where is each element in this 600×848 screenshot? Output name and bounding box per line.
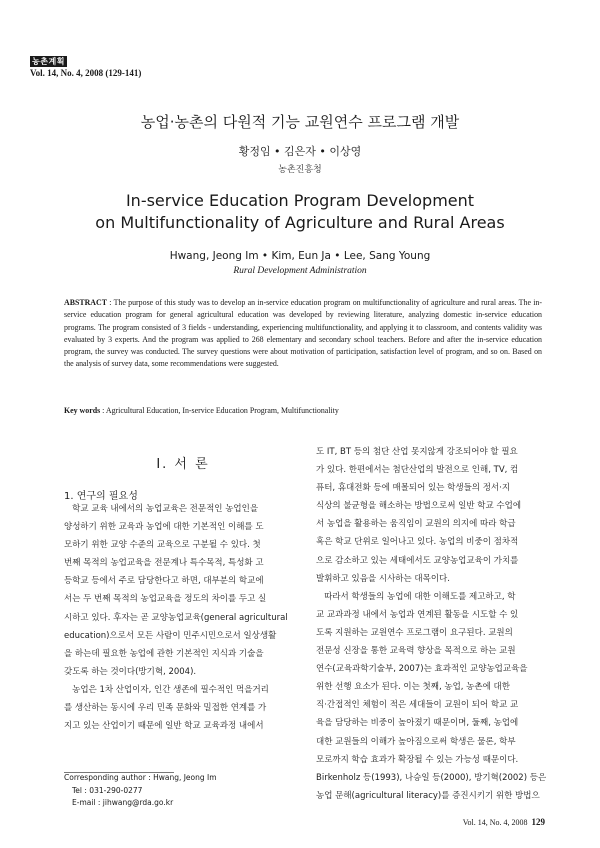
body-text-line: Birkenholz 등(1993), 나승일 등(2000), 방기혁(2002) 등은 <box>316 772 546 783</box>
body-text-line: 모하기 위한 교양 수준의 교육으로 구분될 수 있다. 첫 <box>64 540 261 551</box>
body-text-line: 전문성 신장을 통한 교육력 향상을 목적으로 하는 교원 <box>316 646 516 657</box>
section-heading: I. 서 론 <box>156 457 210 472</box>
body-text-line: 가 있다. 한편에서는 첨단산업의 발전으로 인해, TV, 컴 <box>316 465 519 476</box>
body-text-line: 를 생산하는 동시에 우리 민족 문화와 밀접한 연계를 가 <box>64 703 267 714</box>
keywords <box>64 406 542 415</box>
affiliation-english: Rural Development Administration <box>233 266 367 276</box>
volume-line: Vol. 14, No. 4, 2008 (129-141) <box>30 68 142 78</box>
body-text-line: 서는 두 번째 목적의 농업교육을 정도의 차이를 두고 실 <box>64 594 267 605</box>
body-text-line: 대한 교원들의 이해가 높아짐으로써 학생은 물론, 학부 <box>316 736 516 747</box>
body-text-line: 도록 지원하는 교원연수 프로그램이 요구된다. 교원의 <box>316 627 513 638</box>
title-english-line2: on Multifunctionality of Agriculture and Rural Areas <box>95 213 505 232</box>
body-text-line: 시하고 있다. 후자는 곧 교양농업교육(general agricultural <box>64 612 288 623</box>
footnote-email: E-mail : jihwang@rda.go.kr <box>72 798 174 807</box>
body-text-line: 직·간접적인 체험이 적은 세대들이 교원이 되어 학교 교 <box>316 700 519 711</box>
body-text-line: 농업은 1차 산업이자, 인간 생존에 필수적인 먹을거리 <box>64 684 269 695</box>
body-text-line: education)으로서 모든 사람이 민주시민으로서 일상생활 <box>64 630 277 641</box>
footer-journal: Vol. 14, No. 4, 2008 <box>462 818 528 827</box>
page-number: 129 <box>531 817 545 827</box>
page-footer <box>463 817 545 827</box>
footnote-tel: Tel : 031-290-0277 <box>72 785 143 795</box>
title-korean: 농업·농촌의 다원적 기능 교원연수 프로그램 개발 <box>140 113 460 131</box>
authors-english: Hwang, Jeong Im • Kim, Eun Ja • Lee, Sang Young <box>169 250 431 262</box>
left-column <box>64 500 302 735</box>
keywords-text: : Agricultural Education, In-service Education Program, Multifunctionality <box>100 406 339 415</box>
body-text-line: 양성하기 위한 교육과 농업에 대한 기본적인 이해를 도 <box>64 522 264 533</box>
body-text-line: 서 농업을 활용하는 움직임이 교원의 의지에 따라 학급 <box>316 519 516 530</box>
title-english <box>0 190 600 234</box>
title-english-line1: In-service Education Program Development <box>125 191 475 210</box>
body-text-line: 갖도록 하는 것이다(방기혁, 2004). <box>64 666 197 677</box>
right-column <box>316 443 546 805</box>
body-text-line: 도 IT, BT 등의 첨단 산업 못지않게 강조되어야 할 필요 <box>316 447 518 457</box>
footnote-author: Corresponding author : Hwang, Jeong Im <box>64 773 217 782</box>
abstract-label: ABSTRACT <box>64 298 107 307</box>
subsection-heading: 1. 연구의 필요성 <box>64 491 138 502</box>
body-text-line: 모로까지 학습 효과가 확장될 수 있는 가능성 때문이다. <box>316 754 519 765</box>
body-text-line: 을 하는데 필요한 농업에 관한 기본적인 지식과 기술을 <box>64 648 264 659</box>
body-text-line: 위한 선행 요소가 된다. 이는 첫째, 농업, 농촌에 대한 <box>316 682 510 693</box>
affiliation-korean: 농촌진흥청 <box>278 165 322 175</box>
body-text-line: 따라서 학생들의 농업에 대한 이해도를 제고하고, 학 <box>316 591 516 602</box>
body-text-line: 퓨터, 휴대전화 등에 매몰되어 있는 학생들의 정서·지 <box>316 483 511 494</box>
body-text-line: 육을 담당하는 비중이 높아졌기 때문이며, 둘째, 농업에 <box>316 718 519 729</box>
journal-badge: 농촌계획 <box>30 56 67 67</box>
body-text-line: 등학교 등에서 주로 담당한다고 하면, 대부분의 학교에 <box>64 576 264 587</box>
keywords-label: Key words <box>64 406 101 415</box>
abstract <box>64 297 542 371</box>
authors-korean: 황정임 • 김은자 • 이상영 <box>238 145 362 158</box>
body-text-line: 으로 감소하고 있는 세태에서도 교양농업교육이 가치를 <box>316 555 519 566</box>
body-text-line: 학교 교육 내에서의 농업교육은 전문적인 농업인을 <box>64 504 259 514</box>
body-text-line: 농업 문해(agricultural literacy)를 증진시키기 위한 방법으 <box>316 790 540 801</box>
body-text-line: 연수(교육과학기술부, 2007)는 효과적인 교양농업교육을 <box>316 664 528 675</box>
body-text-line: 혹은 학교 단위로 일어나고 있다. 농업의 비중이 점차적 <box>316 537 519 548</box>
body-text-line: 지고 있는 산업이기 때문에 일반 학교 교육과정 내에서 <box>64 721 264 732</box>
body-text-line: 발휘하고 있음을 시사하는 대목이다. <box>316 573 450 584</box>
footnote <box>64 772 217 810</box>
body-text-line: 식상의 불균형을 해소하는 방법으로써 일반 학교 수업에 <box>316 501 522 512</box>
body-text-line: 교 교과과정 내에서 농업과 연계된 활동을 시도할 수 있 <box>316 609 519 620</box>
body-text-line: 번째 목적의 농업교육을 전문계나 특수목적, 특성화 고 <box>64 558 264 569</box>
abstract-text: : The purpose of this study was to develop an in-service education program on multifunctionality of agriculture and rural areas. The in-service education program for general agricultural education was developed by reviewing literature, analyzing domestic in-service education programs. The program consisted of 3 fields - understanding, experiencing multifunctionality, and applying it to classroom, and contents validity was evaluated by 3 experts. And the program was applied to 268 elementary and secondary school teachers. Before and after the in-service education program, the survey was conducted. The survey questions were about motivation of participation, satisfaction level of program, and so on. Based on the analysis of survey data, some recommendations were suggested. <box>64 298 542 369</box>
